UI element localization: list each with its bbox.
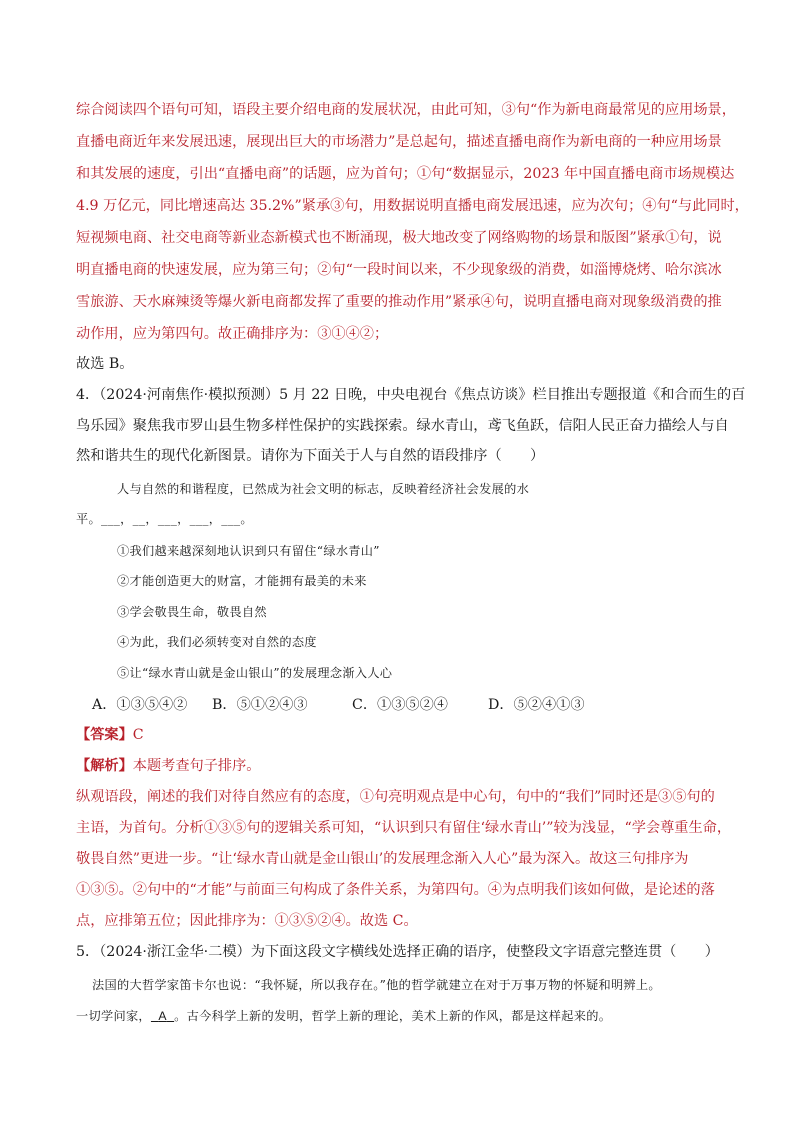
analysis-line: 4.9 万亿元，同比增速高达 35.2%”紧承③句，用数据说明直播电商发展迅速，应为次句；④句“与此同时， [76,198,749,214]
sentence-option: ①我们越来越深刻地认识到只有留住“绿水青山” [117,544,380,558]
analysis-line: 综合阅读四个语句可知，语段主要介绍电商的发展状况，由此可知，③句“作为新电商最常见的应用场景， [76,102,736,118]
passage-text: 人与自然的和谐程度，已然成为社会文明的标志，反映着经济社会发展的水 [117,482,530,496]
answer-value: C [132,727,144,743]
question-stem: 鸟乐园》聚焦我市罗山县生物多样性保护的实践探索。绿水青山，鸢飞鱼跃，信阳人民正奋力描绘人与自 [76,418,729,434]
passage-text [76,1006,611,1026]
analysis-line: 主语，为首句。分析①③⑤句的逻辑关系可知，“认识到只有留住‘绿水青山’”较为浅显，“学会尊重生命， [76,820,732,836]
sentence-option: ②才能创造更大的财富，才能拥有最美的未来 [117,574,367,588]
passage-prefix: 一切学问家， [76,1009,151,1023]
choice-d: D．⑤②④①③ [488,697,585,713]
choice-c: C．①③⑤②④ [352,697,448,713]
answer-line [76,725,144,745]
analysis-line: 雪旅游、天水麻辣烫等爆火新电商都发挥了重要的推动作用”紧承④句，说明直播电商对现象级消费的推 [76,294,722,310]
analysis-line: 敬畏自然”更进一步。“让‘绿水青山就是金山银山’的发展理念渐入人心”最为深入。故这三句排序为 [76,851,689,867]
analysis-tag: 【解析】 [76,758,133,774]
analysis-line: 点，应排第五位；因此排序为：①③⑤②④。故选 C。 [76,913,418,929]
analysis-line: 动作用，应为第四句。故正确排序为：③①④②； [76,326,389,342]
choice-a: A．①③⑤④② [92,697,188,713]
analysis-line: ①③⑤。②句中的“才能”与前面三句构成了条件关系，为第四句。④为点明我们该如何做，是论述的落 [76,882,715,898]
choice-b: B．⑤①②④③ [212,697,308,713]
analysis-line: 直播电商近年来发展迅速，展现出巨大的市场潜力”是总起句，描述直播电商作为新电商的一种应用场景 [76,134,722,150]
analysis-line: 明直播电商的快速发展，应为第三句；②句“一段时间以来，不少现象级的消费，如淄博烧烤、哈尔滨冰 [76,262,722,278]
analysis-intro: 本题考查句子排序。 [132,758,261,774]
analysis-line: 纵观语段，阐述的我们对待自然应有的态度，①句亮明观点是中心句，句中的“我们”同时还是③⑤句的 [76,789,715,805]
analysis-line: 和其发展的速度，引出“直播电商”的话题，应为首句；①句“数据显示，2023 年中国直播电商市场规模达 [76,166,735,182]
analysis-heading-line [76,756,260,776]
blank-answer: A [158,1009,167,1023]
question-stem: 4．（2024·河南焦作·模拟预测）5 月 22 日晚，中央电视台《焦点访谈》栏目推出专题报道《和合而生的百 [76,387,746,403]
passage-suffix: 。古今科学上新的发明，哲学上新的理论，美术上新的作风，都是这样起来的。 [174,1009,612,1023]
question-stem: 5．（2024·浙江金华·二模）为下面这段文字横线处选择正确的语序，使整段文字语意完整连贯（ ） [76,944,719,960]
answer-choice-line: 故选 B。 [76,356,134,372]
passage-blanks: 平。___，__，___，___，___。 [76,512,253,526]
question-stem: 然和谐共生的现代化新图景。请你为下面关于人与自然的语段排序（ ） [76,448,545,464]
passage-text: 法国的大哲学家笛卡尔也说：“我怀疑，所以我存在。”他的哲学就建立在对于万事万物的怀疑和明辨上。 [92,978,661,992]
sentence-option: ⑤让“绿水青山就是金山银山”的发展理念渐入人心 [117,666,393,680]
sentence-option: ③学会敬畏生命，敬畏自然 [117,605,267,619]
filled-blank [151,1009,174,1023]
analysis-line: 短视频电商、社交电商等新业态新模式也不断涌现，极大地改变了网络购物的场景和版图”紧承①句，说 [76,230,722,246]
answer-tag: 【答案】 [76,727,133,743]
sentence-option: ④为此，我们必须转变对自然的态度 [117,635,317,649]
